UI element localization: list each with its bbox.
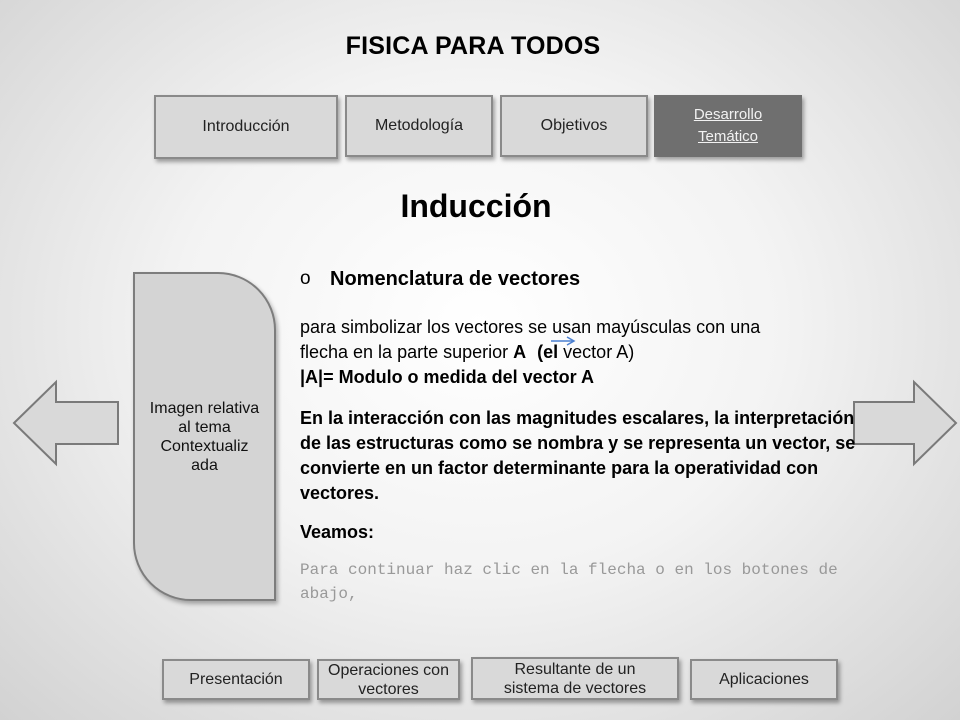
nav-objetivos-button[interactable]	[500, 95, 648, 157]
intro-line-2-end: vector A)	[558, 342, 635, 362]
intro-line-2	[300, 340, 860, 365]
intro-el-word: (el	[537, 342, 559, 362]
aplicaciones-button[interactable]	[690, 659, 838, 700]
nav-introduccion-label: Introducción	[202, 118, 290, 135]
page-title: FISICA PARA TODOS	[345, 32, 601, 60]
image-placeholder	[133, 272, 276, 601]
next-arrow-icon[interactable]	[850, 378, 960, 468]
intro-paragraph	[300, 315, 860, 390]
explanation-paragraph: En la interacción con las magnitudes escalares, la interpretación de las estructuras como se nombra y se representa un vector, se convierte en un factor determinante para la operatividad con vectores.	[300, 408, 856, 503]
veamos-label: Veamos:	[300, 522, 375, 542]
resultante-sistema-label: Resultante de un sistema de vectores	[503, 660, 647, 697]
section-title: Nomenclatura de vectores	[330, 267, 581, 290]
vector-arrow-icon	[550, 336, 576, 346]
aplicaciones-label: Aplicaciones	[719, 671, 809, 688]
operaciones-vectores-button[interactable]	[317, 659, 460, 700]
image-placeholder-text: Imagen relativa al tema Contextualiz ada	[149, 399, 260, 474]
modulo-line: |A|= Modulo o medida del vector A	[300, 367, 594, 387]
nav-metodologia-label: Metodología	[374, 117, 464, 134]
nav-metodologia-button[interactable]	[345, 95, 493, 157]
previous-arrow-icon[interactable]	[10, 378, 122, 468]
nav-desarrollo-tematico-label: Desarrollo Temático	[693, 106, 763, 145]
vector-symbol: A	[513, 342, 527, 362]
resultante-sistema-button[interactable]	[471, 657, 679, 700]
section-heading: Inducción	[400, 188, 552, 224]
section-bullet	[300, 264, 860, 294]
nav-introduccion-button[interactable]	[154, 95, 338, 159]
nav-desarrollo-tematico-button[interactable]	[654, 95, 802, 157]
intro-line-1: para simbolizar los vectores se usan mayúsculas con una	[300, 317, 761, 337]
presentacion-button[interactable]	[162, 659, 310, 700]
continue-hint: Para continuar haz clic en la flecha o en los botones de abajo,	[300, 561, 838, 603]
nav-objetivos-label: Objetivos	[540, 117, 608, 134]
intro-line-2-text: flecha en la parte superior	[300, 342, 514, 362]
content-area	[300, 264, 860, 606]
operaciones-vectores-label: Operaciones con vectores	[328, 661, 449, 698]
bullet-circle-icon: o	[300, 268, 311, 289]
presentacion-label: Presentación	[189, 671, 283, 688]
